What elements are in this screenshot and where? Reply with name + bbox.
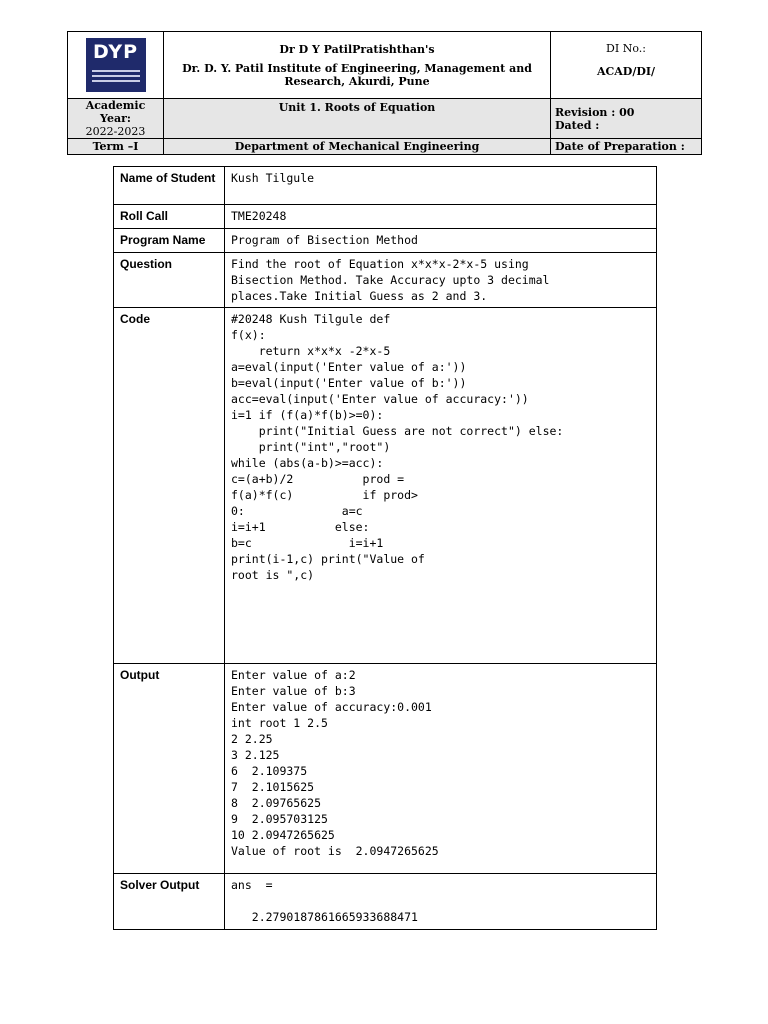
row-label: Output (114, 664, 225, 874)
institute-name-line1: Dr. D. Y. Patil Institute of Engineering, Management and (182, 61, 532, 75)
row-label: Code (114, 308, 225, 664)
program-name: Program of Bisection Method (225, 229, 657, 253)
dated: Dated : (555, 118, 600, 132)
unit-title: Unit 1. Roots of Equation (164, 99, 551, 139)
solver-output: ans = 2.2790187861665933688471 (225, 874, 657, 930)
table-row (114, 664, 657, 874)
di-cell (551, 32, 702, 99)
institute-cell (164, 32, 551, 99)
institute-name-line2: Research, Akurdi, Pune (284, 74, 430, 88)
program-output: Enter value of a:2 Enter value of b:3 Enter value of accuracy:0.001 int root 1 2.5 2 2.25 3 2.125 6 2.109375 7 2.1015625 8 2.09765625 9 2.095703125 10 2.0947265625 Value of root is 2.0947265625 (225, 664, 657, 874)
term: Term –I (68, 139, 164, 155)
academic-year-label: Academic Year: (85, 99, 146, 125)
table-row (114, 874, 657, 930)
document-header (67, 31, 702, 155)
row-label: Name of Student (114, 167, 225, 205)
row-label: Roll Call (114, 205, 225, 229)
academic-year-cell (68, 99, 164, 139)
date-of-preparation: Date of Preparation : (551, 139, 702, 155)
table-row (114, 205, 657, 229)
question-text: Find the root of Equation x*x*x-2*x-5 using Bisection Method. Take Accuracy upto 3 decimal places.Take Initial Guess as 2 and 3. (225, 253, 657, 308)
roll-call: TME20248 (225, 205, 657, 229)
code-block: #20248 Kush Tilgule def f(x): return x*x*x -2*x-5 a=eval(input('Enter value of a:')) b=eval(input('Enter value of b:')) acc=eval(input('Enter value of accuracy:')) i=1 if (f(a)*f(b)>=0): print("Initial Guess are not correct") else: print("int","root") while (abs(a-b)>=acc): c=(a+b)/2 prod = f(a)*f(c) if prod> 0: a=c i=i+1 else: b=c i=i+1 print(i-1,c) print("Value of root is ",c) (225, 308, 657, 664)
dyp-logo (86, 38, 146, 92)
logo-cell (68, 32, 164, 99)
logo-text: DYP (92, 41, 139, 63)
row-label: Solver Output (114, 874, 225, 930)
revision-cell (551, 99, 702, 139)
table-row (114, 308, 657, 664)
row-label: Program Name (114, 229, 225, 253)
org-name: Dr D Y PatilPratishthan's (279, 42, 435, 56)
table-row (114, 167, 657, 205)
table-row (114, 253, 657, 308)
di-no-value: ACAD/DI/ (596, 65, 656, 78)
revision: Revision : 00 (555, 105, 635, 119)
row-label: Question (114, 253, 225, 308)
table-row (114, 229, 657, 253)
di-no-label: DI No.: (606, 42, 646, 55)
assignment-table (113, 166, 657, 930)
academic-year: 2022-2023 (85, 125, 146, 138)
student-name: Kush Tilgule (225, 167, 657, 205)
department: Department of Mechanical Engineering (164, 139, 551, 155)
